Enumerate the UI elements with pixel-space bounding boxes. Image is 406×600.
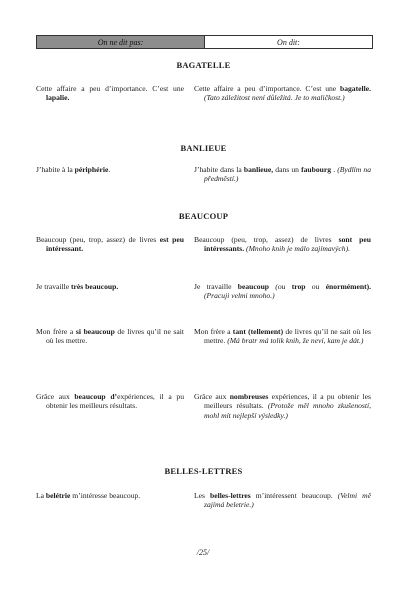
emphasized-term: faubourg xyxy=(301,165,332,174)
text-run: m’intéresse beaucoup. xyxy=(70,491,141,500)
emphasized-term: est peu intéressant. xyxy=(46,235,184,254)
entry-row xyxy=(36,235,371,254)
emphasized-term: énormément). xyxy=(325,282,372,291)
entry-row xyxy=(36,165,371,184)
incorrect-usage xyxy=(36,327,196,346)
emphasized-term: belétrie xyxy=(45,491,71,500)
text-run: expériences, il a pu obtenir les meilleurs résultats. xyxy=(204,392,371,411)
text-run: Cette affaire a peu d’importance. C’est une xyxy=(36,84,184,93)
header-incorrect: On ne dit pas: xyxy=(37,36,205,48)
emphasized-term: trop xyxy=(291,282,306,291)
text-run: Beaucoup (peu, trop, assez) de livres xyxy=(36,235,160,244)
correct-usage xyxy=(196,491,371,510)
emphasized-term: très beaucoup. xyxy=(71,282,119,291)
correct-usage xyxy=(196,235,371,254)
text-run: expériences, il a pu obtenir les meilleurs résultats. xyxy=(46,392,184,411)
translation-text: (Tato záležitost není důležitá. Je to maličkost.) xyxy=(204,93,345,103)
text-run: m’intéressent beaucoup. xyxy=(250,491,338,500)
text-run: J’habite dans la xyxy=(194,165,244,174)
emphasized-term: belles-lettres xyxy=(209,491,251,500)
text-run: Mon frère a xyxy=(194,327,233,336)
page-number: /25/ xyxy=(196,548,210,557)
translation-text: ou xyxy=(305,282,326,291)
text-run: La xyxy=(36,491,46,500)
text-run: dans un xyxy=(273,165,302,174)
incorrect-usage xyxy=(36,392,196,420)
entry-row xyxy=(36,282,371,301)
translation-text: (ou xyxy=(269,282,292,291)
emphasized-term: tant (tellement) xyxy=(232,327,284,336)
text-run: Beaucoup (peu, trop, assez) de livres xyxy=(194,235,339,244)
entry-row xyxy=(36,392,371,420)
section-title-beaucoup: BEAUCOUP xyxy=(178,211,229,221)
correct-usage xyxy=(196,327,371,346)
incorrect-usage xyxy=(36,491,196,510)
emphasized-term: sont peu intéressants. xyxy=(204,235,371,254)
incorrect-usage xyxy=(36,235,196,254)
correct-usage xyxy=(196,392,371,420)
text-run: Grâce aux xyxy=(194,392,230,401)
emphasized-term: nombreuses xyxy=(229,392,269,401)
text-run: Je travaille xyxy=(194,282,238,291)
correct-usage xyxy=(196,282,371,301)
entry-row xyxy=(36,491,371,510)
text-run: . xyxy=(331,165,338,174)
incorrect-usage xyxy=(36,84,196,103)
translation-text: (Bydlím na předměstí.) xyxy=(204,165,371,184)
header-correct: On dit: xyxy=(205,36,372,48)
incorrect-usage xyxy=(36,165,196,184)
translation-text: (Protože měl mnoho zkušeností, mohl mít nejlepší výsledky.) xyxy=(204,401,371,420)
section-title-bagatelle: BAGATELLE xyxy=(176,60,231,70)
text-run: Grâce aux xyxy=(36,392,75,401)
section-title-belles-lettres: BELLES-LETTRES xyxy=(164,466,243,476)
emphasized-term: lapalie. xyxy=(46,93,70,103)
text-run: de livres qu’il ne sait où les mettre. xyxy=(46,327,184,346)
correct-usage xyxy=(196,84,371,103)
translation-text: (Má bratr má tolik knih, že neví, kam je dát.) xyxy=(227,336,364,346)
emphasized-term: si beaucoup xyxy=(75,327,115,336)
emphasized-term: périphérie xyxy=(74,165,109,174)
text-run: Cette affaire a peu d’importance. C’est une xyxy=(194,84,340,93)
text-run: J’habite à la xyxy=(36,165,75,174)
incorrect-usage xyxy=(36,282,196,301)
text-run: . xyxy=(108,165,111,174)
emphasized-term: beaucoup xyxy=(237,282,270,291)
emphasized-term: beaucoup d’ xyxy=(74,392,118,401)
text-run: Je travaille xyxy=(36,282,71,291)
emphasized-term: banlieue, xyxy=(243,165,274,174)
entry-row xyxy=(36,84,371,103)
text-run: Les xyxy=(194,491,210,500)
correct-usage xyxy=(196,165,371,184)
column-header xyxy=(36,35,373,49)
text-run: Mon frère a xyxy=(36,327,76,336)
emphasized-term: bagatelle. xyxy=(339,84,371,93)
translation-text: (Velmi mě zajímá beletrie.) xyxy=(204,491,371,510)
translation-text: (Mnoho knih je málo zajímavých). xyxy=(244,244,351,254)
section-title-banlieue: BANLIEUE xyxy=(180,143,227,153)
translation-text: (Pracuji velmi mnoho.) xyxy=(204,291,275,301)
entry-row xyxy=(36,327,371,346)
text-run: de livres qu’il ne sait où les mettre. xyxy=(204,327,371,346)
